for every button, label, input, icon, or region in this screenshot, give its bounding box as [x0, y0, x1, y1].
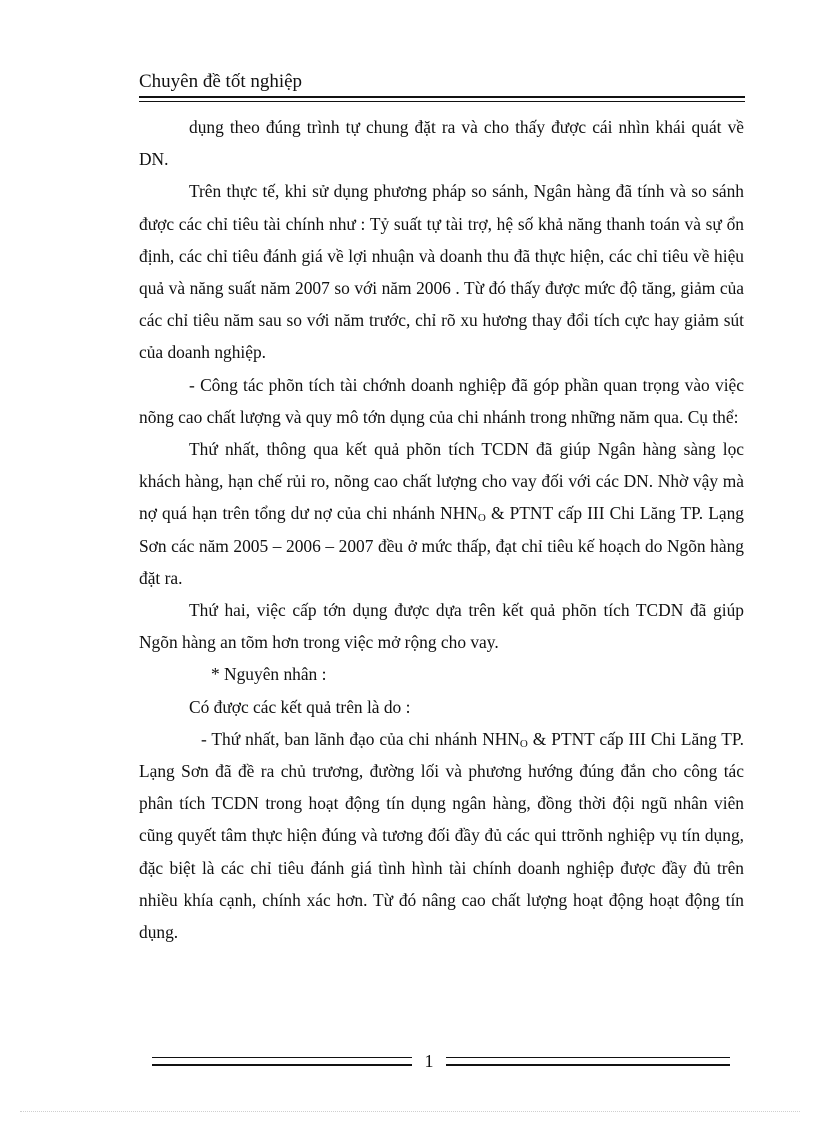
- paragraph-first-result-text-a: Thứ nhất, thông qua kết quả phõn tích TCDN đã giúp Ngân hàng sàng lọc khách hàng, hạn chế rủi ro, nõng cao chất lượng cho vay đối với các DN. Nhờ vậy mà nợ quá hạn trên tổng dư nợ của chi nhánh NHN: [139, 439, 744, 524]
- paragraph-financial-analysis: - Công tác phõn tích tài chớnh doanh nghiệp đã góp phần quan trọng vào việc nõng cao chất lượng và quy mô tớn dụng của chi nhánh trong những năm qua. Cụ thể:: [139, 374, 744, 427]
- page-edge-divider: [20, 1111, 800, 1112]
- page-number: 1: [424, 1051, 434, 1071]
- paragraph-first-cause: [139, 723, 744, 948]
- header-rule: [139, 96, 745, 98]
- body-text: [139, 111, 744, 948]
- paragraph-comparison-method: Trên thực tế, khi sử dụng phương pháp so sánh, Ngân hàng đã tính và so sánh được các chỉ tiêu tài chính như : Tỷ suất tự tài trợ, hệ số khả năng thanh toán và sự ổn định, các chỉ tiêu đánh giá về lợi nhuận và doanh thu đã thực hiện, các chỉ tiêu về hiệu quả và năng suất năm 2007 so với năm 2006 . Từ đó thấy được mức độ tăng, giảm của các chỉ tiêu năm sau so với năm trước, chỉ rõ xu hương thay đổi tích cực hay giảm sút của doanh nghiệp.: [139, 181, 744, 363]
- cause-intro: Có được các kết quả trên là do :: [189, 696, 411, 717]
- page-footer: [150, 1049, 732, 1073]
- cause-heading: * Nguyên nhân :: [211, 664, 327, 685]
- footer-rule-left: [152, 1057, 412, 1066]
- paragraph-second-result: Thứ hai, việc cấp tớn dụng được dựa trên kết quả phõn tích TCDN đã giúp Ngõn hàng an tõm hơn trong việc mở rộng cho vay.: [139, 600, 744, 653]
- subscript-o: O: [519, 737, 528, 750]
- header-rule-thin: [139, 101, 745, 102]
- paragraph-first-cause-text-b: & PTNT cấp III Chi Lăng TP. Lạng Sơn đã đề ra chủ trương, đường lối và phương hướng đúng đắn cho công tác phân tích TCDN trong hoạt động tín dụng ngân hàng, đồng thời đội ngũ nhân viên cũng quyết tâm thực hiện đúng và tương đối đầy đủ các qui ttrõnh nghiệp vụ tín dụng, đặc biệt là các chỉ tiêu đánh giá tình hình tài chính doanh nghiệp được đầy đủ trên nhiều khía cạnh, chính xác hơn. Từ đó nâng cao chất lượng hoạt động hoạt động tín dụng.: [139, 728, 745, 943]
- footer-rule-right: [446, 1057, 730, 1066]
- header-title: Chuyên đề tốt nghiệp: [139, 71, 303, 92]
- paragraph-first-result-text-b: & PTNT cấp III Chi Lăng TP. Lạng Sơn các năm 2005 – 2006 – 2007 đều ở mức thấp, đạt chỉ tiêu kế hoạch do Ngõn hàng đặt ra.: [139, 503, 744, 588]
- paragraph-continuation: dụng theo đúng trình tự chung đặt ra và cho thấy được cái nhìn khái quát về DN.: [139, 117, 744, 170]
- paragraph-first-result: [139, 433, 744, 594]
- subscript-o: O: [477, 512, 486, 525]
- paragraph-first-cause-text-a: - Thứ nhất, ban lãnh đạo của chi nhánh NHN: [201, 728, 520, 749]
